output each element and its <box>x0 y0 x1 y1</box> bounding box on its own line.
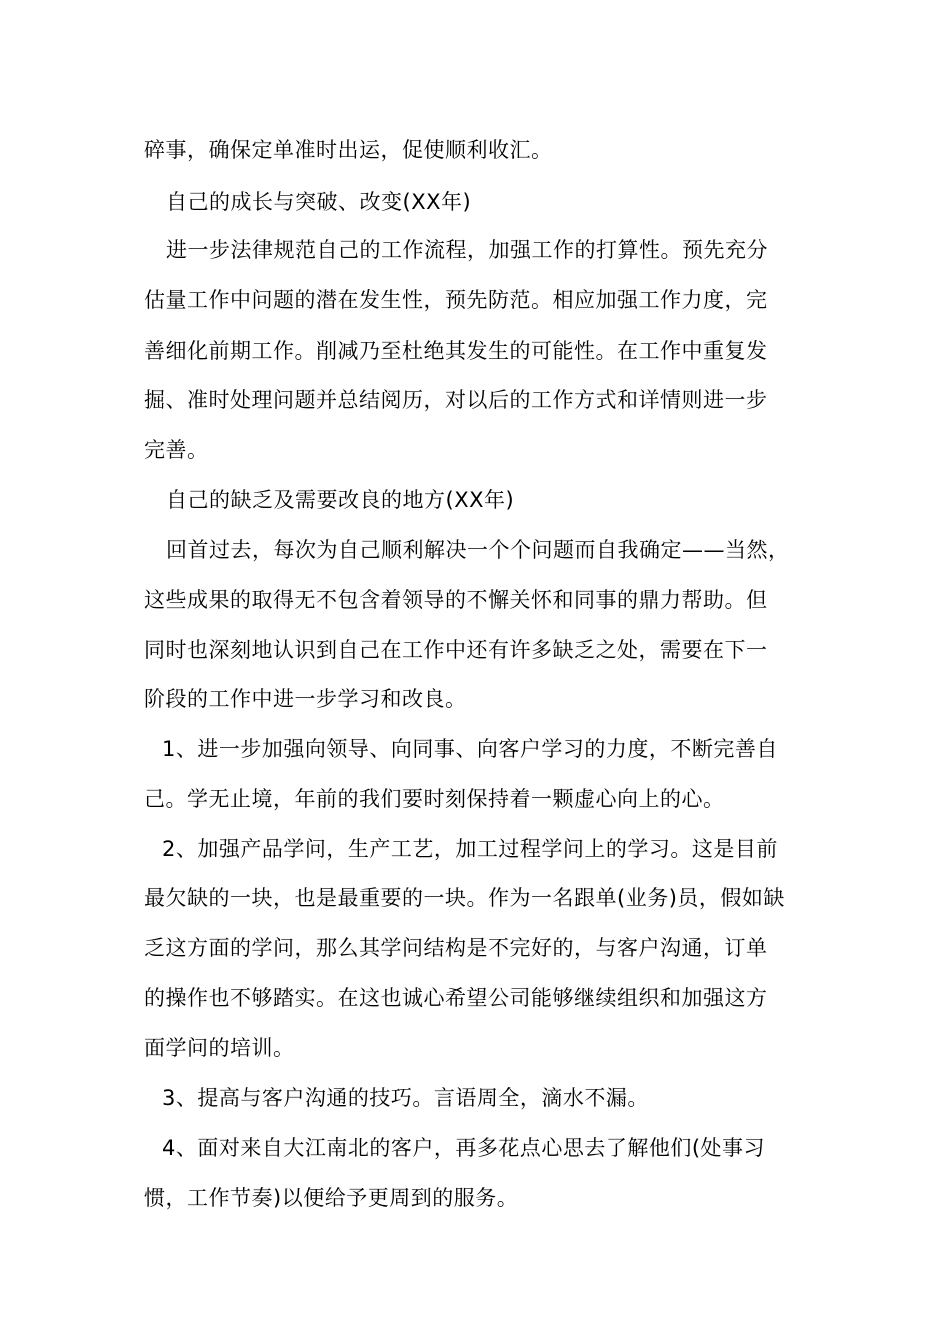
text-line: 阶段的工作中进一步学习和改良。 <box>144 687 467 711</box>
text-line: 善细化前期工作。削减乃至杜绝其发生的可能性。在工作中重复发 <box>144 339 768 363</box>
text-line: 完善。 <box>144 438 209 462</box>
text-line: 最欠缺的一块，也是最重要的一块。作为一名跟单(业务)员，假如缺 <box>144 886 785 910</box>
text-line: 碎事，确保定单准时出运，促使顺利收汇。 <box>144 138 553 162</box>
text-line: 这些成果的取得无不包含着领导的不懈关怀和同事的鼎力帮助。但 <box>144 588 768 612</box>
section-heading: 自己的成长与突破、改变(XX年) <box>166 190 472 214</box>
text-line: 己。学无止境，年前的我们要时刻保持着一颗虚心向上的心。 <box>144 787 725 811</box>
list-item: 4、面对来自大江南北的客户，再多花点心思去了解他们(处事习 <box>162 1136 766 1160</box>
section-heading: 自己的缺乏及需要改良的地方(XX年) <box>166 488 515 512</box>
list-item: 2、加强产品学问，生产工艺，加工过程学问上的学习。这是目前 <box>162 837 778 861</box>
list-item: 3、提高与客户沟通的技巧。言语周全，滴水不漏。 <box>162 1086 649 1110</box>
text-line: 惯，工作节奏)以便给予更周到的服务。 <box>144 1186 519 1210</box>
text-line: 回首过去，每次为自己顺利解决一个个问题而自我确定——当然， <box>166 538 790 562</box>
text-line: 同时也深刻地认识到自己在工作中还有许多缺乏之处，需要在下一 <box>144 638 768 662</box>
list-item: 1、进一步加强向领导、向同事、向客户学习的力度，不断完善自 <box>162 737 778 761</box>
text-line: 面学问的培训。 <box>144 1036 295 1060</box>
text-line: 进一步法律规范自己的工作流程，加强工作的打算性。预先充分 <box>166 238 768 262</box>
text-line: 乏这方面的学问，那么其学问结构是不完好的，与客户沟通，订单 <box>144 936 768 960</box>
text-line: 估量工作中问题的潜在发生性，预先防范。相应加强工作力度，完 <box>144 288 768 312</box>
text-line: 掘、准时处理问题并总结阅历，对以后的工作方式和详情则进一步 <box>144 388 768 412</box>
text-line: 的操作也不够踏实。在这也诚心希望公司能够继续组织和加强这方 <box>144 986 768 1010</box>
